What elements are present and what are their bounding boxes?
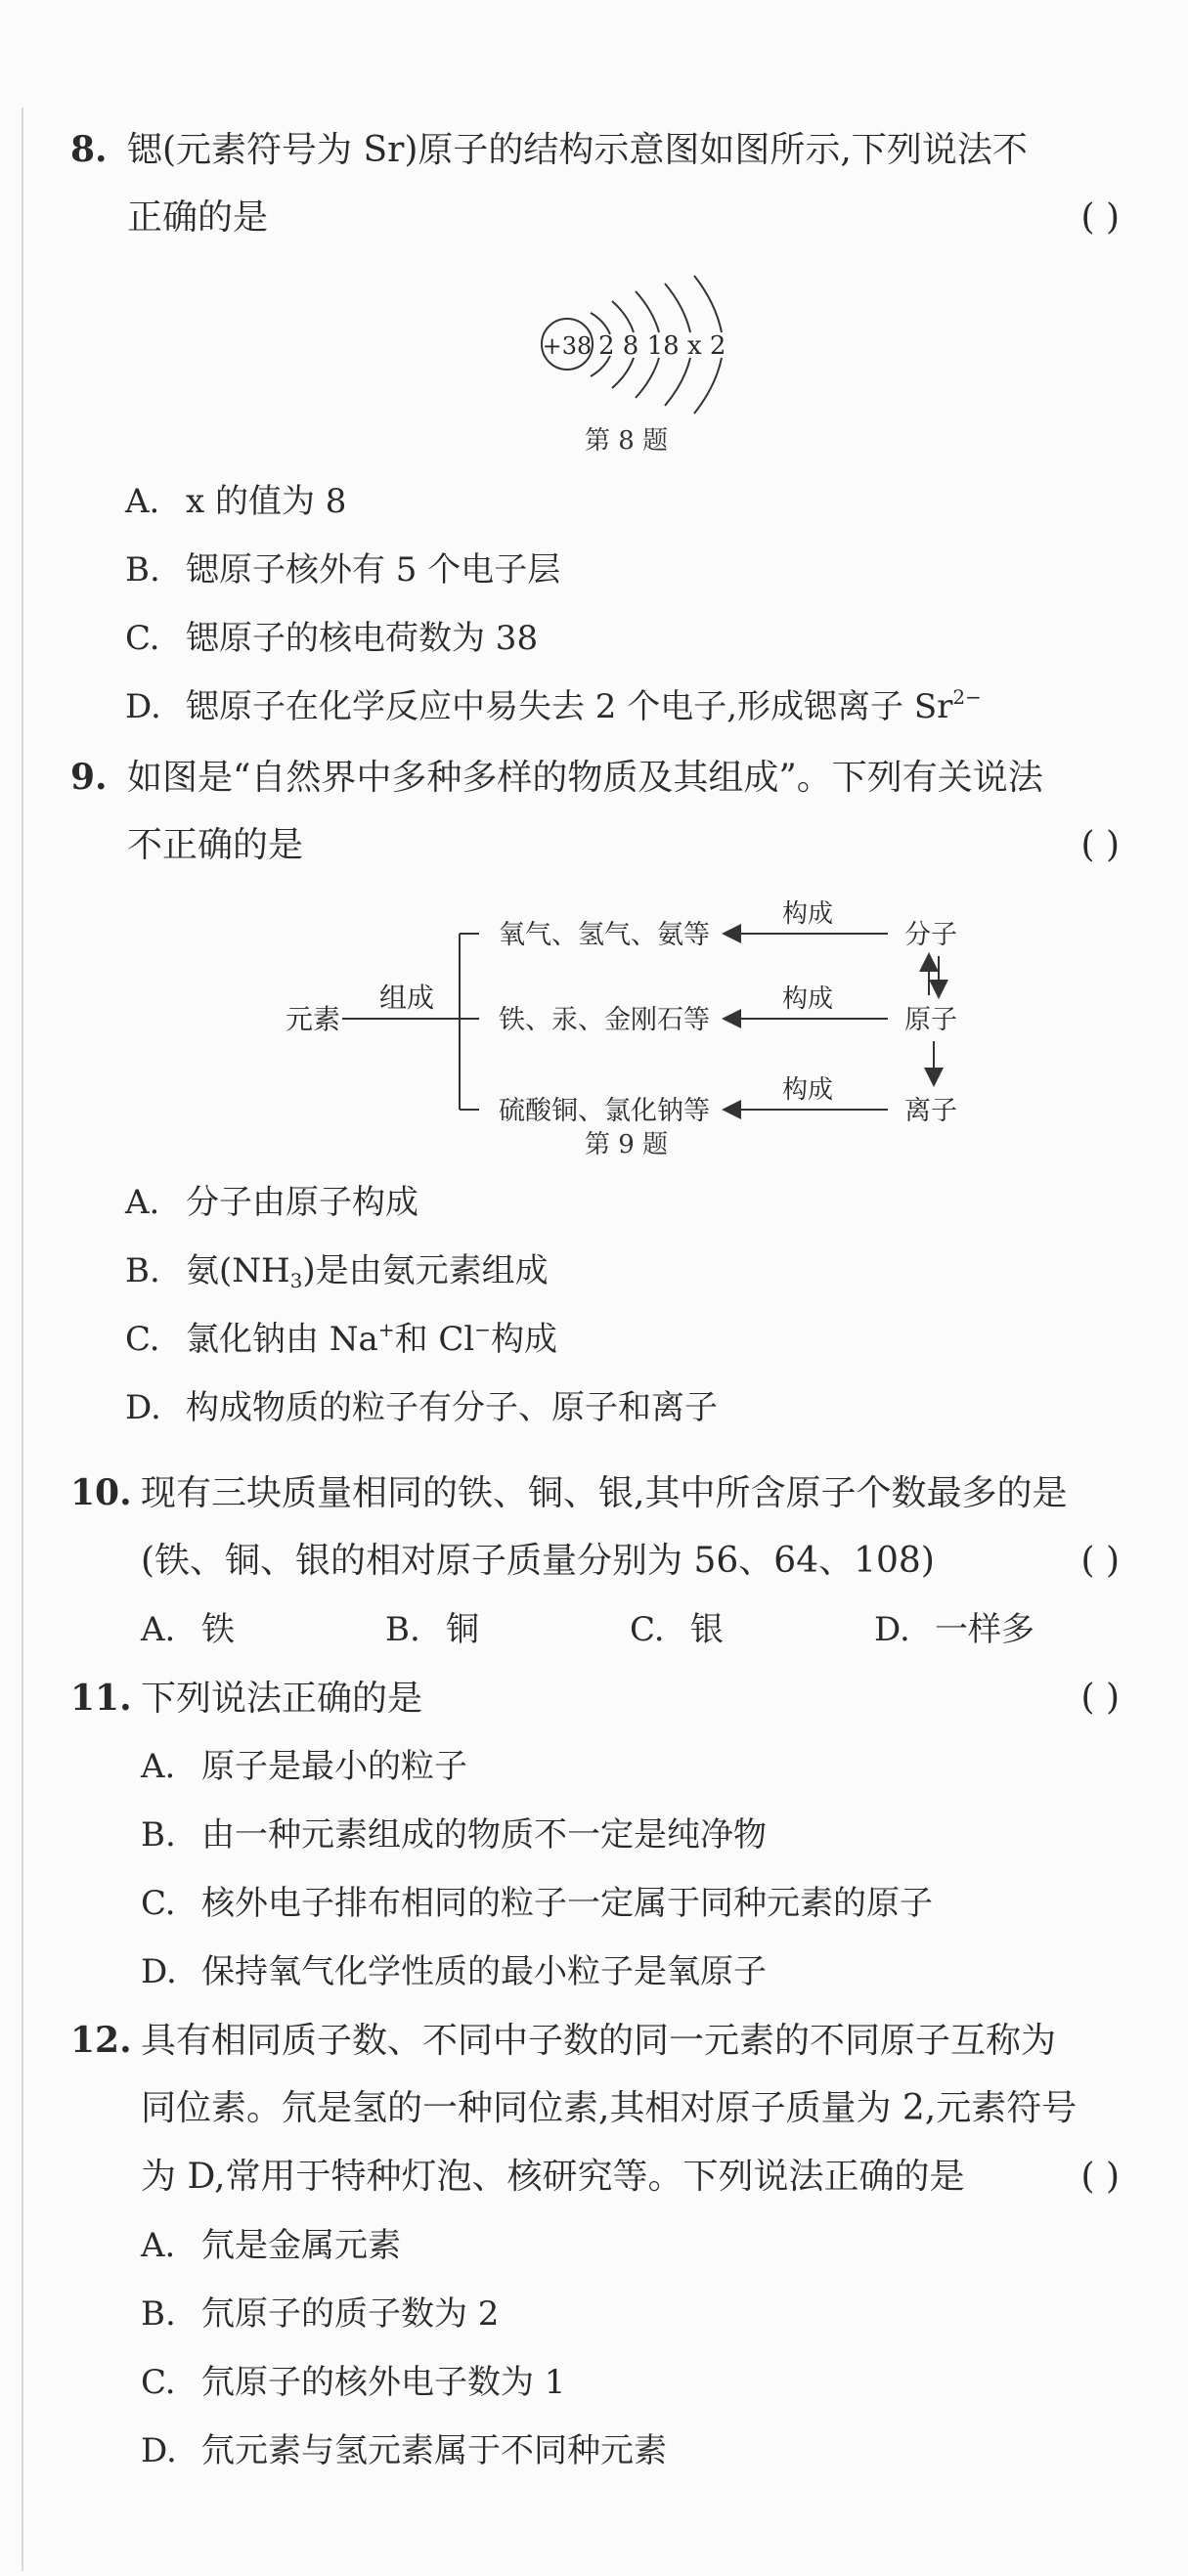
q10-option-c[interactable]: C. 银 [630,1610,724,1649]
q9-stem-line2: 不正确的是 ( ) [70,811,1120,880]
q8-figure-caption: 第 8 题 [585,426,669,456]
diagram-particle-molecule: 分子 [904,920,957,950]
q12-number: 12. [70,2020,132,2061]
q10-options [70,1595,1120,1664]
q8-option-b[interactable]: B. 锶原子核外有 5 个电子层 [125,550,561,589]
question-9 [70,743,1120,880]
q12-stem-line3: 为 D,常用于特种灯泡、核研究等。下列说法正确的是 ( ) [70,2143,1120,2211]
q8-answer-bracket[interactable]: ( ) [1080,197,1120,238]
q8-option-a[interactable]: A. x 的值为 8 [125,482,347,521]
q8-option-c[interactable]: C. 锶原子的核电荷数为 38 [125,619,539,658]
q11-option-c[interactable]: C. 核外电子排布相同的粒子一定属于同种元素的原子 [141,1884,933,1923]
diagram-particle-ion: 离子 [904,1096,957,1126]
question-10 [70,1459,1120,1664]
question-8 [70,115,1120,252]
question-12 [70,2006,1120,2485]
page-edge-line [22,108,23,2571]
q12-stem-line2: 同位素。氘是氢的一种同位素,其相对原子质量为 2,元素符号 [141,2088,1078,2128]
diagram-element: 元素 [286,1003,341,1035]
q11-option-d[interactable]: D. 保持氧气化学性质的最小粒子是氧原子 [141,1952,767,1991]
q10-answer-bracket[interactable]: ( ) [1080,1541,1120,1581]
q11-answer-bracket[interactable]: ( ) [1080,1678,1120,1718]
diagram-substance-molecular: 氧气、氢气、氨等 [499,920,710,950]
nucleus-charge: +38 [542,332,593,360]
q8-atom-structure-diagram [528,264,743,430]
q12-answer-bracket[interactable]: ( ) [1080,2157,1120,2197]
q9-option-c[interactable]: C. 氯化钠由 Na+和 Cl−构成 [125,1318,558,1359]
q12-option-b[interactable]: B. 氘原子的质子数为 2 [141,2294,500,2334]
q12-stem-line1: 12. 具有相同质子数、不同中子数的同一元素的不同原子互称为 [70,2006,1120,2074]
q11-number: 11. [70,1678,132,1719]
q10-option-a[interactable]: A. 铁 [141,1610,235,1649]
diagram-particle-atom: 原子 [904,1005,957,1035]
diagram-compose-label: 组成 [379,982,435,1014]
q12-option-d[interactable]: D. 氘元素与氢元素属于不同种元素 [141,2431,667,2470]
q10-stem-line1: 10. 现有三块质量相同的铁、铜、银,其中所含原子个数最多的是 [70,1459,1120,1527]
q9-options [70,1168,1120,1442]
q8-number: 8. [70,129,108,170]
q11-stem-line1: 11. 下列说法正确的是 ( ) [70,1664,1120,1732]
q9-stem-line1: 9. 如图是“自然界中多种多样的物质及其组成”。下列有关说法 [70,743,1120,811]
electron-shells-text: 2 8 18 x 2 [598,331,726,361]
q9-substance-composition-diagram [274,890,997,1144]
q10-number: 10. [70,1472,132,1513]
question-11 [70,1664,1120,2006]
q9-option-b[interactable]: B. 氨$(NH_3)$是由氨元素组成 [125,1251,549,1292]
diagram-substance-ionic: 硫酸铜、氯化钠等 [499,1096,710,1126]
q9-option-d[interactable]: D. 构成物质的粒子有分子、原子和离子 [125,1388,718,1427]
q9-option-a[interactable]: A. 分子由原子构成 [125,1183,418,1222]
diagram-substance-atomic: 铁、汞、金刚石等 [499,1005,710,1035]
q9-figure-caption: 第 9 题 [585,1130,669,1159]
q9-answer-bracket[interactable]: ( ) [1080,825,1120,865]
diagram-constitute-label-1: 构成 [782,899,834,929]
q9-number: 9. [70,757,108,798]
q8-option-d[interactable]: D. 锶原子在化学反应中易失去 2 个电子,形成锶离子 $Sr^{2-}$ [125,685,982,726]
diagram-bracket-lines [342,934,479,1110]
q10-option-d[interactable]: D. 一样多 [874,1610,1034,1649]
q8-stem-text1: 锶(元素符号为 Sr)原子的结构示意图如图所示,下列说法不 [127,130,1028,170]
q11-option-b[interactable]: B. 由一种元素组成的物质不一定是纯净物 [141,1815,767,1855]
q8-options [70,467,1120,741]
q8-stem-line2 [70,184,1120,252]
q12-option-a[interactable]: A. 氘是金属元素 [141,2226,401,2265]
q12-option-c[interactable]: C. 氘原子的核外电子数为 1 [141,2363,566,2402]
q10-stem-line2: (铁、铜、银的相对原子质量分别为 56、64、108) ( ) [70,1527,1120,1595]
q8-stem-line1 [70,115,1120,184]
q8-stem-text2: 正确的是 [127,197,269,238]
q11-option-a[interactable]: A. 原子是最小的粒子 [141,1747,467,1786]
diagram-constitute-label-3: 构成 [782,1075,834,1105]
diagram-constitute-label-2: 构成 [782,984,834,1014]
q10-option-b[interactable]: B. 铜 [385,1610,479,1649]
